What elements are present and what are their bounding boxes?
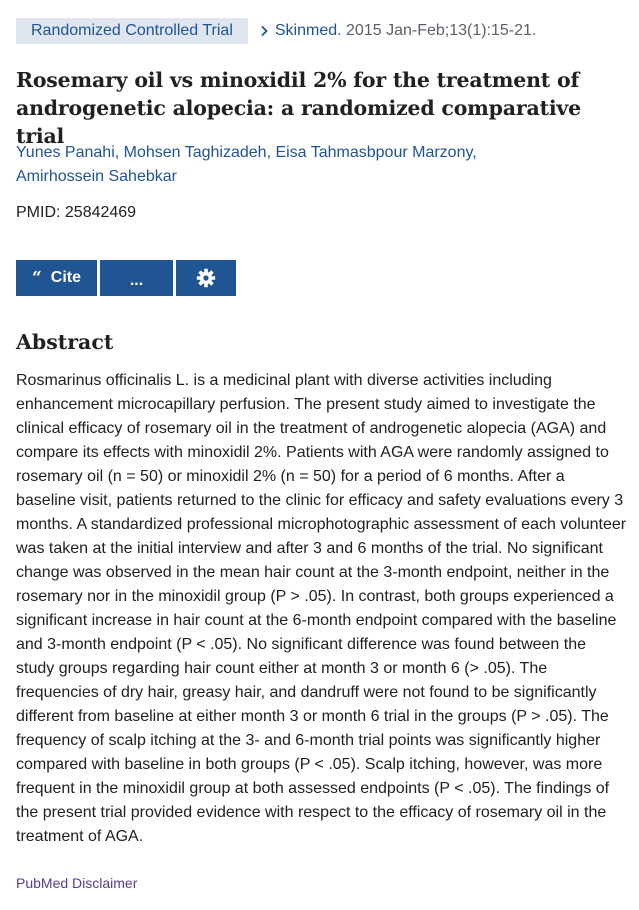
- abstract-text: Rosmarinus officinalis L. is a medicinal plant with diverse activities including enhancement microcapillary perfusion. The present study aimed to investigate the clinical efficacy of rosemary oil in the treatment of androgenetic alopecia (AGA) and compare its effects with minoxidil 2%. Patients with AGA were randomly assigned to rosemary oil (n = 50) or minoxidil 2% (n = 50) for a period of 6 months. After a baseline visit, patients returned to the clinic for efficacy and safety evaluations every 3 months. A standardized professional microphotographic assessment of each volunteer was taken at the initial interview and after 3 and 6 months of the trial. No significant change was observed in the mean hair count at the 3-month endpoint, neither in the rosemary nor in the minoxidil group (P > .05). In contrast, both groups experienced a significant increase in hair count at the 6-month endpoint compared with the baseline and 3-month endpoint (P < .05). No significant difference was found between the study groups regarding hair count either at month 3 or month 6 (> .05). The frequencies of dry hair, greasy hair, and dandruff were not found to be significantly different from baseline at either month 3 or month 6 trial in the groups (P > .05). The frequency of scalp itching at the 3- and 6-month trial points was significantly higher compared with baseline in both groups (P < .05). Scalp itching, however, was more frequent in the minoxidil group at both assessed endpoints (P < .05). The findings of the present trial provided evidence with respect to the efficacy of rosemary oil in the treatment of AGA.: [16, 372, 627, 845]
- author-list: Yunes Panahi, Mohsen Taghizadeh, Eisa Tahmasbpour Marzony, Amirhossein Sahebkar: [16, 144, 477, 185]
- chevron-right-icon: [260, 25, 269, 37]
- pubmed-disclaimer-link[interactable]: PubMed Disclaimer: [16, 875, 138, 891]
- article-meta: [16, 18, 536, 44]
- cite-label: Cite: [50, 269, 81, 286]
- pmid: PMID: 25842469: [16, 204, 137, 221]
- article-title: Rosemary oil vs minoxidil 2% for the treatment of androgenetic alopecia: a randomized comparative trial: [16, 68, 581, 148]
- settings-button[interactable]: [176, 260, 236, 296]
- author-link[interactable]: Mohsen Taghizadeh: [123, 144, 267, 161]
- action-toolbar: [16, 260, 239, 296]
- citation-details: 2015 Jan-Feb;13(1):15-21.: [341, 22, 537, 39]
- journal-citation: [260, 22, 537, 40]
- author-link[interactable]: Amirhossein Sahebkar: [16, 168, 177, 185]
- author-link[interactable]: Yunes Panahi: [16, 144, 115, 161]
- quote-icon: “: [31, 268, 42, 288]
- more-label: ...: [129, 272, 144, 289]
- more-actions-button[interactable]: [100, 260, 173, 296]
- cite-button[interactable]: [16, 260, 97, 296]
- abstract-heading: Abstract: [16, 330, 114, 354]
- gear-icon: [196, 268, 216, 288]
- publication-type-badge[interactable]: Randomized Controlled Trial: [16, 18, 248, 44]
- journal-name-link[interactable]: Skinmed.: [274, 22, 342, 39]
- author-link[interactable]: Eisa Tahmasbpour Marzony: [275, 144, 473, 161]
